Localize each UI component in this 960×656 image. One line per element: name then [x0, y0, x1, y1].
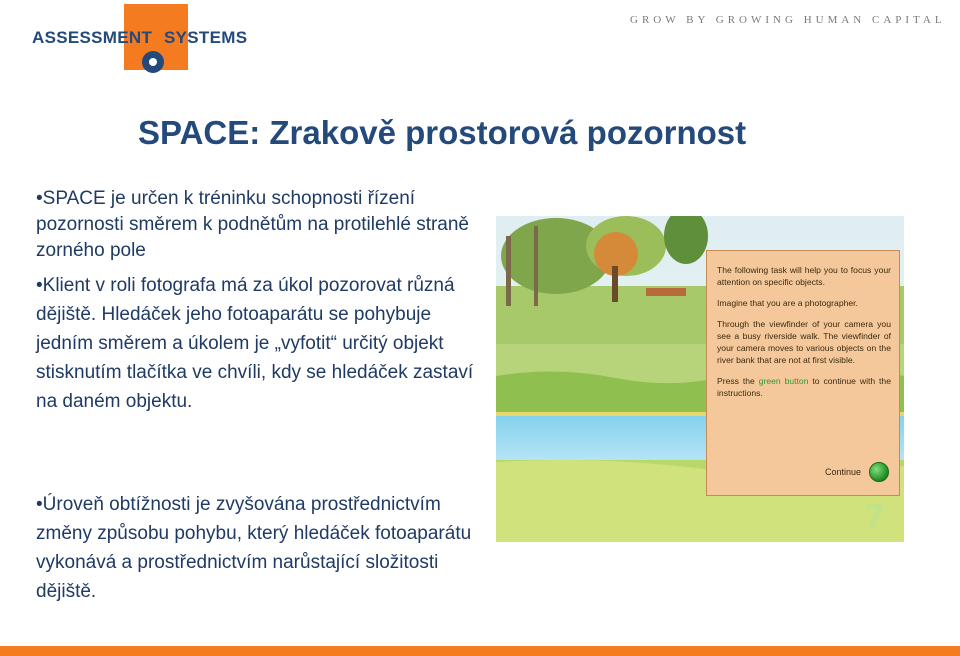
slide-title: SPACE: Zrakově prostorová pozornost	[138, 114, 747, 151]
assessment-systems-logo	[32, 4, 252, 72]
tagline: GROW BY GROWING HUMAN CAPITAL	[630, 14, 946, 26]
logo-word-systems: SYSTEMS	[164, 28, 248, 47]
level-number: 7	[865, 498, 884, 536]
instruction-press	[717, 375, 891, 399]
instruction-intro: The following task will help you to focus your attention on specific objects.	[717, 265, 891, 287]
continue-control[interactable]	[825, 462, 889, 482]
continue-label: Continue	[824, 467, 861, 477]
bullet-difficulty: •Úroveň obtížnosti je zvyšována prostřednictvím změny způsobu pohybu, který hledáček fotoaparátu vykonává a prostřednictvím narůstající složitosti dějiště.	[36, 494, 472, 602]
press-text: Press the	[717, 376, 759, 386]
instruction-viewfinder: Through the viewfinder of your camera you see a busy riverside walk. The viewfinder of your camera moves to various objects on the river bank that are not at first visible.	[717, 319, 891, 365]
bullet-photographer-task: •Klient v roli fotografa má za úkol pozorovat různá dějiště. Hledáček jeho fotoaparátu se pohybuje jedním směrem a úkolem je „vyfotit“ určitý objekt stisknutím tlačítka ve chvíli, kdy se hledáček zastaví na daném objektu.	[36, 275, 474, 412]
bullet-space-description: •SPACE je určen k tréninku schopnosti řízení pozornosti směrem k podnětům na protilehlé straně zorného pole	[36, 188, 470, 261]
bullet-list	[36, 186, 486, 416]
logo-circle-icon	[142, 51, 164, 73]
logo-word-assessment: ASSESSMENT	[32, 28, 153, 47]
game-screenshot	[496, 216, 904, 542]
green-button-text: green button	[758, 376, 809, 386]
continue-button[interactable]	[869, 462, 889, 482]
instruction-imagine: Imagine that you are a photographer.	[717, 298, 858, 308]
bottom-orange-bar	[0, 646, 960, 656]
press-text-end: to continue with the instructions.	[717, 376, 891, 398]
instructions-panel	[706, 250, 900, 496]
